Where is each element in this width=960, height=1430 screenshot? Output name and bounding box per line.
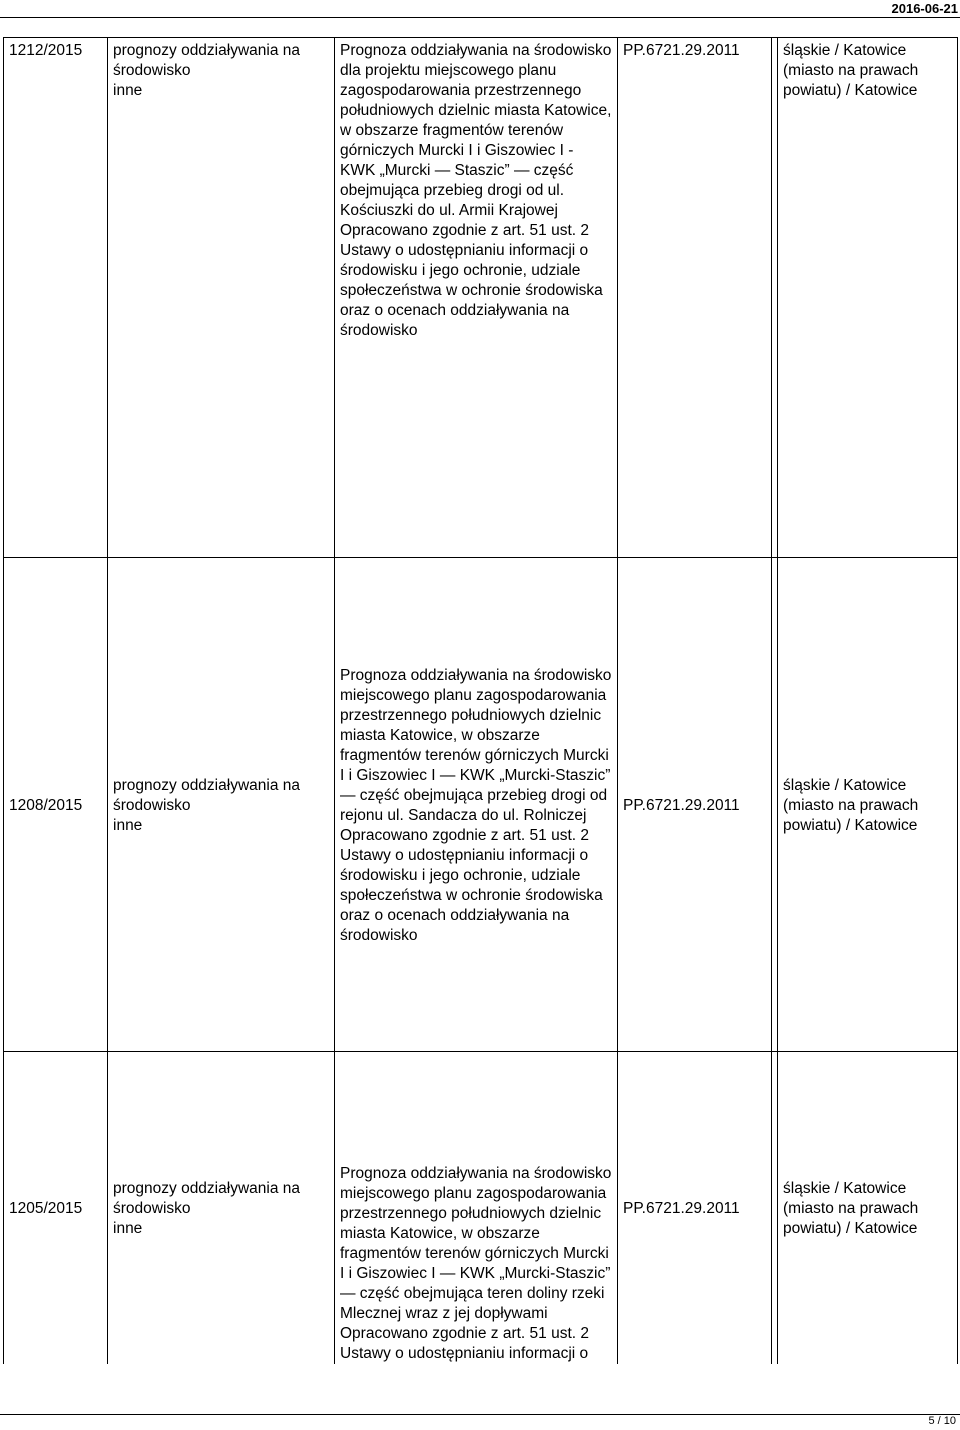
description-line: fragmentów terenów górniczych Murcki (340, 1244, 609, 1262)
description-line: miasta Katowice, w obszarze (340, 727, 540, 744)
category-line: inne (113, 82, 143, 99)
description-line: środowisku i jego ochronie, udziale (340, 867, 581, 884)
document-date: 2016-06-21 (891, 1, 958, 16)
description-line: Ustawy o udostępnianiu informacji o (340, 847, 589, 864)
description-line: KWK „Murcki — Staszic” — część (340, 162, 574, 179)
record-location (778, 1052, 958, 1364)
description-line: — część obejmująca przebieg drogi od (340, 787, 608, 804)
record-location (778, 38, 958, 558)
page-number: 5 / 10 (928, 1415, 956, 1427)
description-line: dla projektu miejscowego planu (340, 62, 557, 79)
description-line: Prognoza oddziaływania na środowisko (340, 1164, 612, 1182)
description-line: I i Giszowiec I — KWK „Murcki-Staszic” (340, 1264, 611, 1282)
table-row (4, 1052, 958, 1364)
record-case-number: PP.6721.29.2011 (618, 1052, 772, 1364)
record-case-number: PP.6721.29.2011 (618, 38, 772, 558)
description-line: społeczeństwa w ochronie środowiska (340, 282, 603, 299)
location-line: śląskie / Katowice (783, 1180, 907, 1198)
description-line: Prognoza oddziaływania na środowisko (340, 42, 612, 59)
description-line: w obszarze fragmentów terenów (340, 122, 564, 139)
record-category (108, 38, 335, 558)
location-line: powiatu) / Katowice (783, 817, 918, 834)
footer-rule (0, 1414, 960, 1415)
description-line: Ustawy o udostępnianiu informacji o (340, 1344, 589, 1362)
description-line: przestrzennego południowych dzielnic (340, 1204, 602, 1222)
description-line: Opracowano zgodnie z art. 51 ust. 2 (340, 222, 590, 239)
description-line: miejscowego planu zagospodarowania (340, 1184, 607, 1202)
record-description (335, 1052, 618, 1364)
record-description (335, 38, 618, 558)
location-line: powiatu) / Katowice (783, 1220, 918, 1238)
category-line: prognozy oddziaływania na (113, 777, 300, 794)
description-line: Opracowano zgodnie z art. 51 ust. 2 (340, 1324, 590, 1342)
description-line: przestrzennego południowych dzielnic (340, 707, 602, 724)
table-row (4, 38, 958, 558)
location-line: (miasto na prawach (783, 797, 919, 814)
category-line: prognozy oddziaływania na (113, 42, 300, 59)
category-line: prognozy oddziaływania na (113, 1180, 300, 1198)
description-line: południowych dzielnic miasta Katowice, (340, 102, 612, 119)
category-line: środowisko (113, 62, 191, 79)
description-line: miasta Katowice, w obszarze (340, 1224, 540, 1242)
description-line: społeczeństwa w ochronie środowiska (340, 887, 603, 904)
description-line: Prognoza oddziaływania na środowisko (340, 667, 612, 684)
description-line: obejmująca przebieg drogi od ul. (340, 182, 565, 199)
category-line: inne (113, 1220, 143, 1238)
record-category (108, 558, 335, 1052)
record-location (778, 558, 958, 1052)
description-line: Opracowano zgodnie z art. 51 ust. 2 (340, 827, 590, 844)
category-line: inne (113, 817, 143, 834)
location-line: śląskie / Katowice (783, 777, 907, 794)
description-line: fragmentów terenów górniczych Murcki (340, 747, 609, 764)
record-case-number: PP.6721.29.2011 (618, 558, 772, 1052)
record-number: 1212/2015 (4, 38, 108, 558)
location-line: powiatu) / Katowice (783, 82, 918, 99)
record-description (335, 558, 618, 1052)
description-line: I i Giszowiec I — KWK „Murcki-Staszic” (340, 767, 611, 784)
record-number: 1208/2015 (4, 558, 108, 1052)
location-line: śląskie / Katowice (783, 42, 907, 59)
description-line: oraz o ocenach oddziaływania na (340, 907, 570, 924)
description-line: — część obejmująca teren doliny rzeki (340, 1284, 605, 1302)
record-number: 1205/2015 (4, 1052, 108, 1364)
description-line: oraz o ocenach oddziaływania na (340, 302, 570, 319)
location-line: (miasto na prawach (783, 1200, 919, 1218)
description-line: rejonu ul. Sandacza do ul. Rolniczej (340, 807, 587, 824)
description-line: miejscowego planu zagospodarowania (340, 687, 607, 704)
description-line: Kościuszki do ul. Armii Krajowej (340, 202, 558, 219)
category-line: środowisko (113, 797, 191, 814)
location-line: (miasto na prawach (783, 62, 919, 79)
description-line: górniczych Murcki I i Giszowiec I - (340, 142, 574, 159)
description-line: Mlecznej wraz z jej dopływami (340, 1304, 548, 1322)
table-row (4, 558, 958, 1052)
description-line: Ustawy o udostępnianiu informacji o (340, 242, 589, 259)
description-line: środowisko (340, 927, 418, 944)
description-line: zagospodarowania przestrzennego (340, 82, 582, 99)
header-rule (0, 17, 960, 18)
category-line: środowisko (113, 1200, 191, 1218)
record-category (108, 1052, 335, 1364)
register-table (3, 37, 958, 1364)
description-line: środowisko (340, 322, 418, 339)
description-line: środowisku i jego ochronie, udziale (340, 262, 581, 279)
